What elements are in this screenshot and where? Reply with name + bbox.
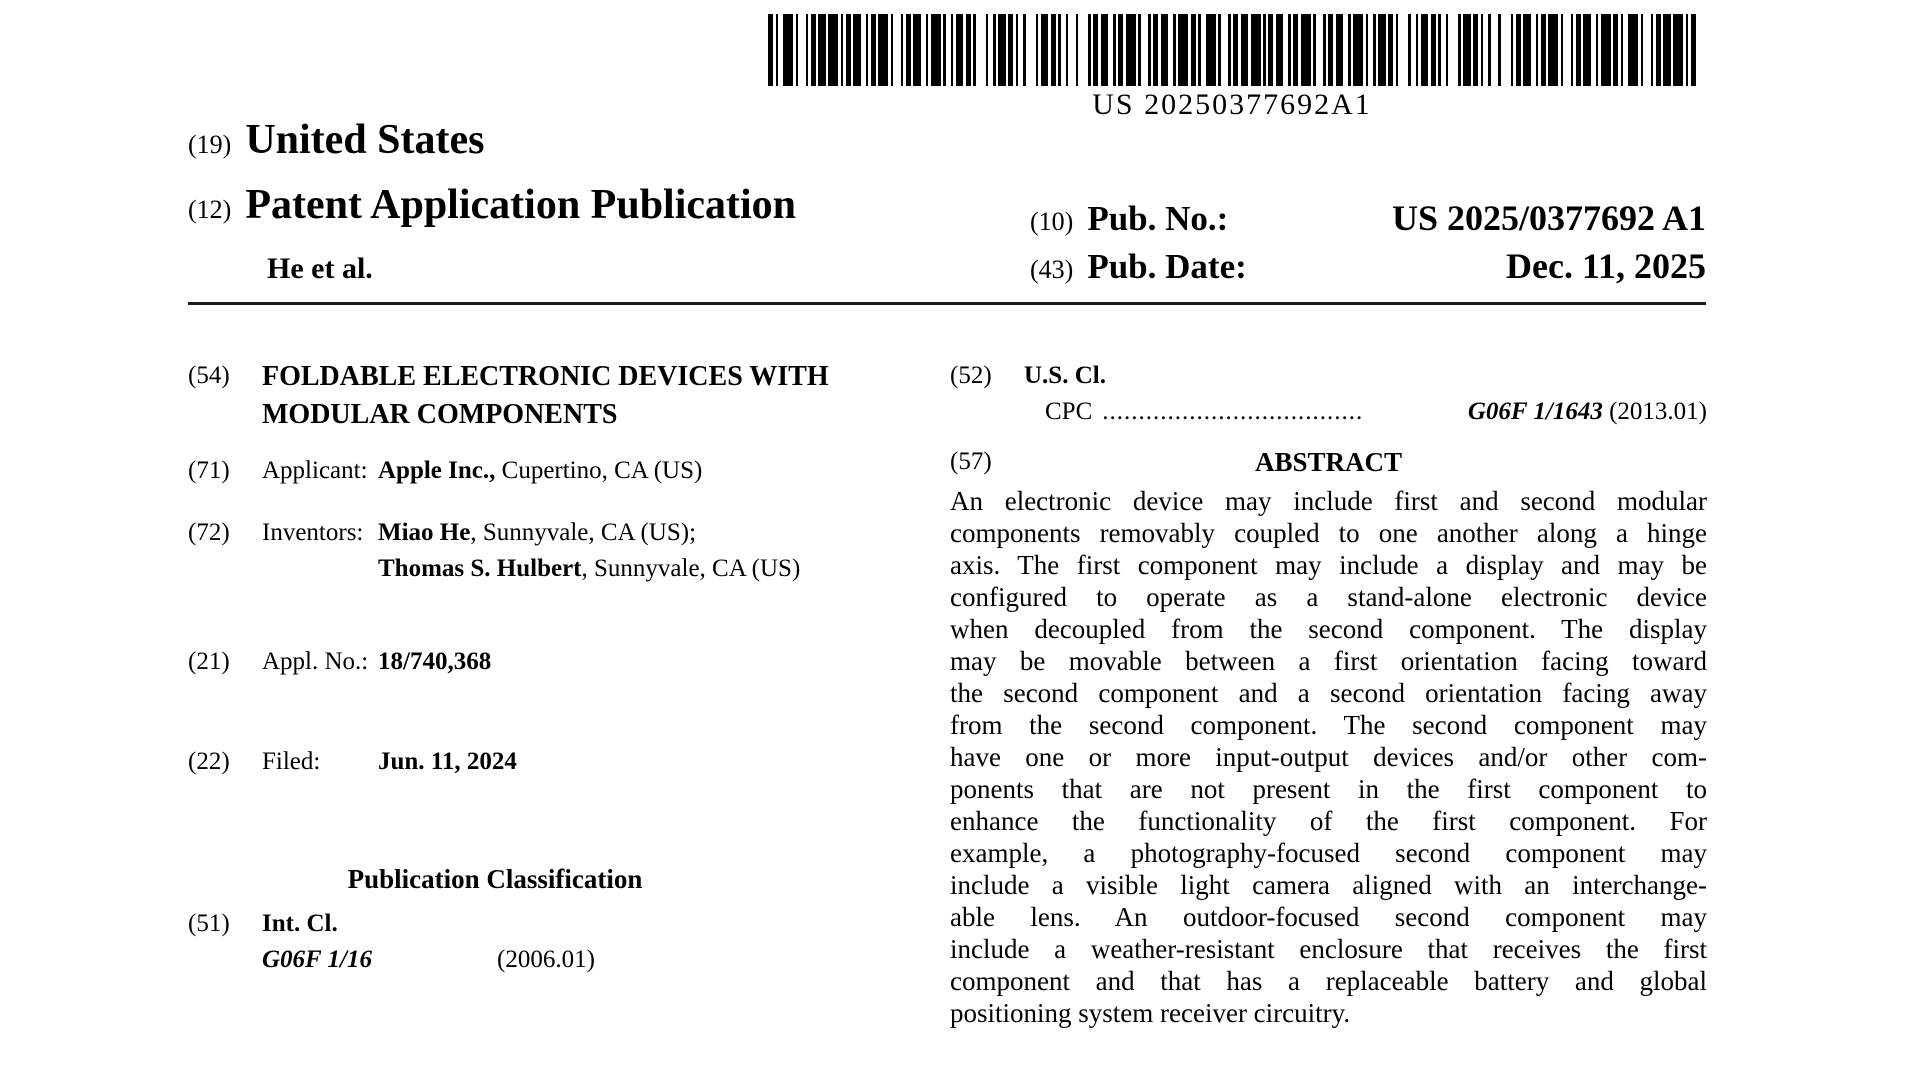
- cpc-label: CPC: [1045, 398, 1093, 425]
- doc-type-line: [188, 175, 796, 240]
- pub-date-row: [1030, 244, 1706, 292]
- appl-no-label: Appl. No.:: [262, 648, 369, 675]
- barcode-icon: [768, 14, 1696, 86]
- title-code: (54): [188, 362, 230, 389]
- filed-label: Filed:: [262, 748, 321, 775]
- applicant-field: [188, 453, 890, 489]
- cpc-line: [950, 394, 1707, 430]
- header-left: [188, 110, 796, 286]
- applicant-name: Apple Inc.,: [378, 457, 496, 484]
- pub-date-label: Pub. Date:: [1087, 247, 1247, 286]
- barcode-number: US 20250377692A1: [1092, 88, 1372, 121]
- int-cl-version: (2006.01): [497, 946, 595, 973]
- pub-no-code: (10): [1030, 207, 1074, 236]
- inventors-code: (72): [188, 519, 230, 546]
- title-field: [188, 358, 890, 434]
- appl-no-code: (21): [188, 648, 230, 675]
- inventor-item: Thomas S. Hulbert, Sunnyvale, CA (US): [378, 555, 801, 582]
- applicant-value: [378, 453, 890, 489]
- inventor-item: Miao He, Sunnyvale, CA (US);: [378, 519, 697, 546]
- appl-no-field: [188, 644, 890, 680]
- cpc-class: G06F 1/1643: [1467, 398, 1603, 425]
- header-right: [1030, 196, 1706, 292]
- appl-no-value: 18/740,368: [378, 648, 492, 675]
- publication-classification-heading: Publication Classification: [347, 864, 643, 894]
- inventors-field: [188, 515, 890, 587]
- doc-type-code: (12): [188, 195, 232, 224]
- authors: He et al.: [267, 252, 373, 285]
- country-line: [188, 110, 796, 175]
- applicant-location: Cupertino, CA (US): [495, 457, 703, 484]
- abstract-heading: ABSTRACT: [1254, 447, 1403, 477]
- abstract-heading-row: [950, 444, 1707, 480]
- us-cl-field: [950, 358, 1707, 394]
- filed-field: [188, 744, 890, 780]
- left-column: [188, 350, 890, 978]
- applicant-code: (71): [188, 457, 230, 484]
- doc-type: Patent Application Publication: [245, 182, 797, 228]
- invention-title: FOLDABLE ELECTRONIC DEVICES WITH MODULAR COMPONENTS: [262, 361, 829, 430]
- int-cl-label: Int. Cl.: [262, 910, 338, 937]
- int-cl-code: (51): [188, 910, 230, 937]
- pub-date-value: Dec. 11, 2025: [1506, 246, 1706, 286]
- abstract-code: (57): [950, 448, 992, 475]
- abstract-text: An electronic device may include first and second modular components removably coupled to one another along a hinge axis. The first component may include a display and may be configured to operate as a stand-alone electronic device when decoupled from the second component. The display may be movable between a first orientation facing toward the second component and a second orientation facing away from the second component. The second component may have one or more input-output devices and/or other com- ponents that are not present in the first component to enhance the functionality of the first component. For example, a photography-focused second component may include a visible light camera aligned with an interchange- able lens. An outdoor-focused second component may include a weather-resistant enclosure that receives the first component and that has a replaceable battery and global positioning system receiver circuitry.: [950, 486, 1707, 1028]
- us-cl-label: U.S. Cl.: [1024, 362, 1106, 389]
- right-column: [950, 350, 1707, 1029]
- cpc-dot-leader: ....................................: [1102, 398, 1364, 425]
- filed-code: (22): [188, 748, 230, 775]
- applicant-label: Applicant:: [262, 457, 368, 484]
- us-cl-code: (52): [950, 362, 992, 389]
- int-cl-class: G06F 1/16: [262, 946, 372, 973]
- pub-no-label: Pub. No.:: [1087, 199, 1229, 238]
- header-divider: [188, 302, 1706, 305]
- country-code: (19): [188, 130, 232, 159]
- int-cl-field: [188, 906, 890, 978]
- country-name: United States: [245, 117, 485, 163]
- pub-no-value: US 2025/0377692 A1: [1391, 198, 1706, 238]
- pub-no-row: [1030, 196, 1706, 244]
- filed-value: Jun. 11, 2024: [378, 748, 517, 775]
- pub-date-code: (43): [1030, 255, 1074, 284]
- inventors-list: [378, 515, 810, 587]
- int-cl-entry: [262, 942, 890, 978]
- inventors-label: Inventors:: [262, 519, 364, 546]
- cpc-version: (2013.01): [1609, 398, 1707, 425]
